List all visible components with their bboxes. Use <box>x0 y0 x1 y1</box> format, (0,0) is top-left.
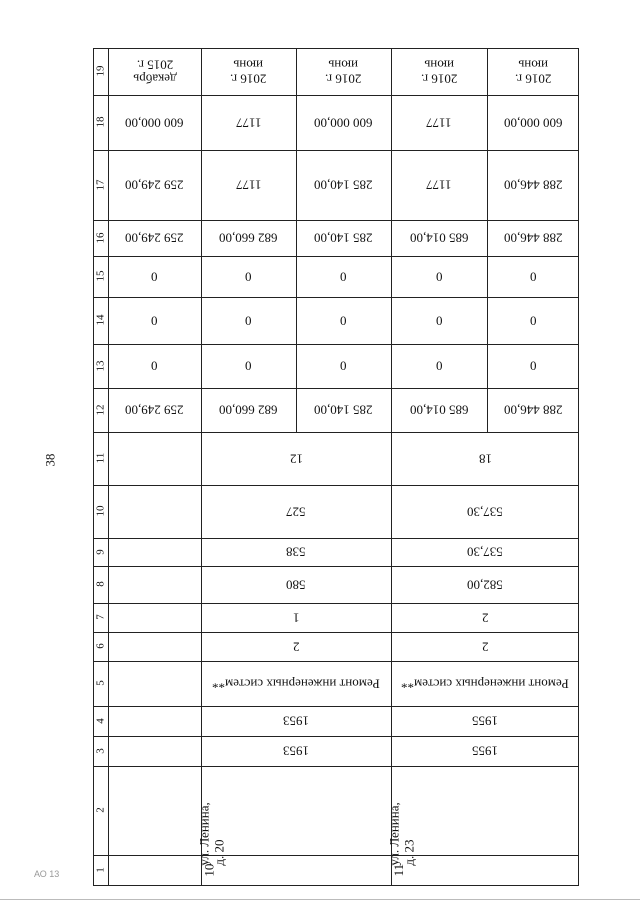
value-cell: 0 <box>435 269 443 285</box>
row-number: 11 <box>391 864 407 877</box>
value-cell: 0 <box>529 313 537 329</box>
value-cell: 12 <box>289 451 303 467</box>
page-bottom-rule <box>0 899 640 900</box>
col-number: 15 <box>94 271 107 282</box>
value-cell: 1 <box>292 610 300 626</box>
value-cell: 0 <box>151 269 158 285</box>
value-cell: 0 <box>245 313 252 329</box>
value-cell: 0 <box>435 313 443 329</box>
date-month: июнь <box>424 57 454 73</box>
value-cell: 685 014,00 <box>409 230 469 246</box>
date-cell <box>515 58 551 85</box>
date-year: 2016 г. <box>514 71 552 87</box>
col-number: 4 <box>94 718 107 724</box>
value-cell: 682 660,00 <box>219 230 278 246</box>
value-cell: 18 <box>478 451 492 467</box>
value-cell: 259 249,00 <box>125 230 184 246</box>
value-cell: 285 140,00 <box>314 177 373 193</box>
value-cell: 0 <box>245 269 252 285</box>
value-cell: 288 446,00 <box>503 230 563 246</box>
value-cell: 0 <box>151 358 158 374</box>
date-year: 2016 г. <box>420 71 458 87</box>
value-cell: 1953 <box>283 743 309 759</box>
value-cell: 0 <box>529 269 537 285</box>
page-number: 38 <box>42 453 58 467</box>
value-cell: 1177 <box>426 115 452 131</box>
value-cell: 0 <box>340 358 347 374</box>
value-cell: 582,00 <box>467 577 503 593</box>
value-cell: 600 000,00 <box>314 115 373 131</box>
date-month: июнь <box>233 57 264 73</box>
address-street: ул. Ленина, <box>386 802 402 866</box>
value-cell: 1177 <box>235 177 262 193</box>
value-cell: 288 446,00 <box>503 177 563 193</box>
date-cell <box>325 58 361 85</box>
col-number: 7 <box>94 614 107 621</box>
value-cell: 1177 <box>235 115 262 131</box>
col-number: 2 <box>94 807 107 814</box>
col-number: 18 <box>94 117 107 128</box>
value-cell: 1953 <box>283 713 309 729</box>
row-number: 10 <box>201 863 217 877</box>
col-number: 14 <box>94 315 107 326</box>
value-cell: 0 <box>435 358 443 374</box>
value-cell: 285 140,00 <box>314 230 373 246</box>
address-house: д. 23 <box>401 839 417 866</box>
value-cell: 537,30 <box>467 544 503 560</box>
value-cell: 1955 <box>472 713 498 729</box>
value-cell: 0 <box>245 358 252 374</box>
col-number: 1 <box>94 867 107 874</box>
work-type-cell: Ремонт инженерных систем** <box>212 676 380 692</box>
address-street: ул. Ленина, <box>196 802 212 866</box>
col-number: 5 <box>94 680 107 687</box>
value-cell: 259 249,00 <box>125 177 184 193</box>
col-number: 3 <box>94 748 107 754</box>
value-cell: 1177 <box>426 177 452 193</box>
col-number: 6 <box>94 643 107 650</box>
date-cell: декабрь 2015 г. <box>132 57 177 87</box>
corner-mark: АО 13 <box>34 869 60 879</box>
value-cell: 0 <box>340 313 347 329</box>
date-month: июнь <box>518 57 548 73</box>
value-cell: 1955 <box>472 743 498 759</box>
col-number: 8 <box>94 581 107 588</box>
value-cell: 2 <box>481 639 489 655</box>
value-cell: 288 446,00 <box>503 402 563 418</box>
value-cell: 685 014,00 <box>409 402 469 418</box>
col-number: 16 <box>94 232 107 244</box>
col-number: 17 <box>94 179 107 191</box>
date-month: июнь <box>328 57 359 73</box>
col-number: 10 <box>94 506 107 517</box>
value-cell: 527 <box>286 504 306 520</box>
work-type-cell: Ремонт инженерных систем** <box>401 676 569 692</box>
value-cell: 537,30 <box>467 504 503 520</box>
value-cell: 0 <box>340 269 347 285</box>
date-cell <box>230 58 266 85</box>
value-cell: 259 249,00 <box>125 402 184 418</box>
value-cell: 600 000,00 <box>503 115 563 131</box>
value-cell: 538 <box>286 544 306 560</box>
value-cell: 0 <box>151 313 158 329</box>
value-cell: 2 <box>481 610 489 626</box>
col-number: 13 <box>94 360 107 372</box>
col-number: 12 <box>94 404 107 416</box>
date-year: 2016 г. <box>230 71 267 87</box>
date-cell <box>421 58 457 85</box>
value-cell: 682 660,00 <box>219 402 278 418</box>
value-cell: 2 <box>292 639 300 655</box>
value-cell: 285 140,00 <box>314 402 373 418</box>
col-number: 11 <box>94 453 107 464</box>
value-cell: 600 000,00 <box>125 115 184 131</box>
value-cell: 580 <box>286 577 306 593</box>
address-house: д. 20 <box>211 839 227 866</box>
col-number: 19 <box>94 66 107 77</box>
date-year: 2016 г. <box>325 71 362 87</box>
value-cell: 0 <box>529 358 537 374</box>
col-number: 9 <box>94 549 107 555</box>
